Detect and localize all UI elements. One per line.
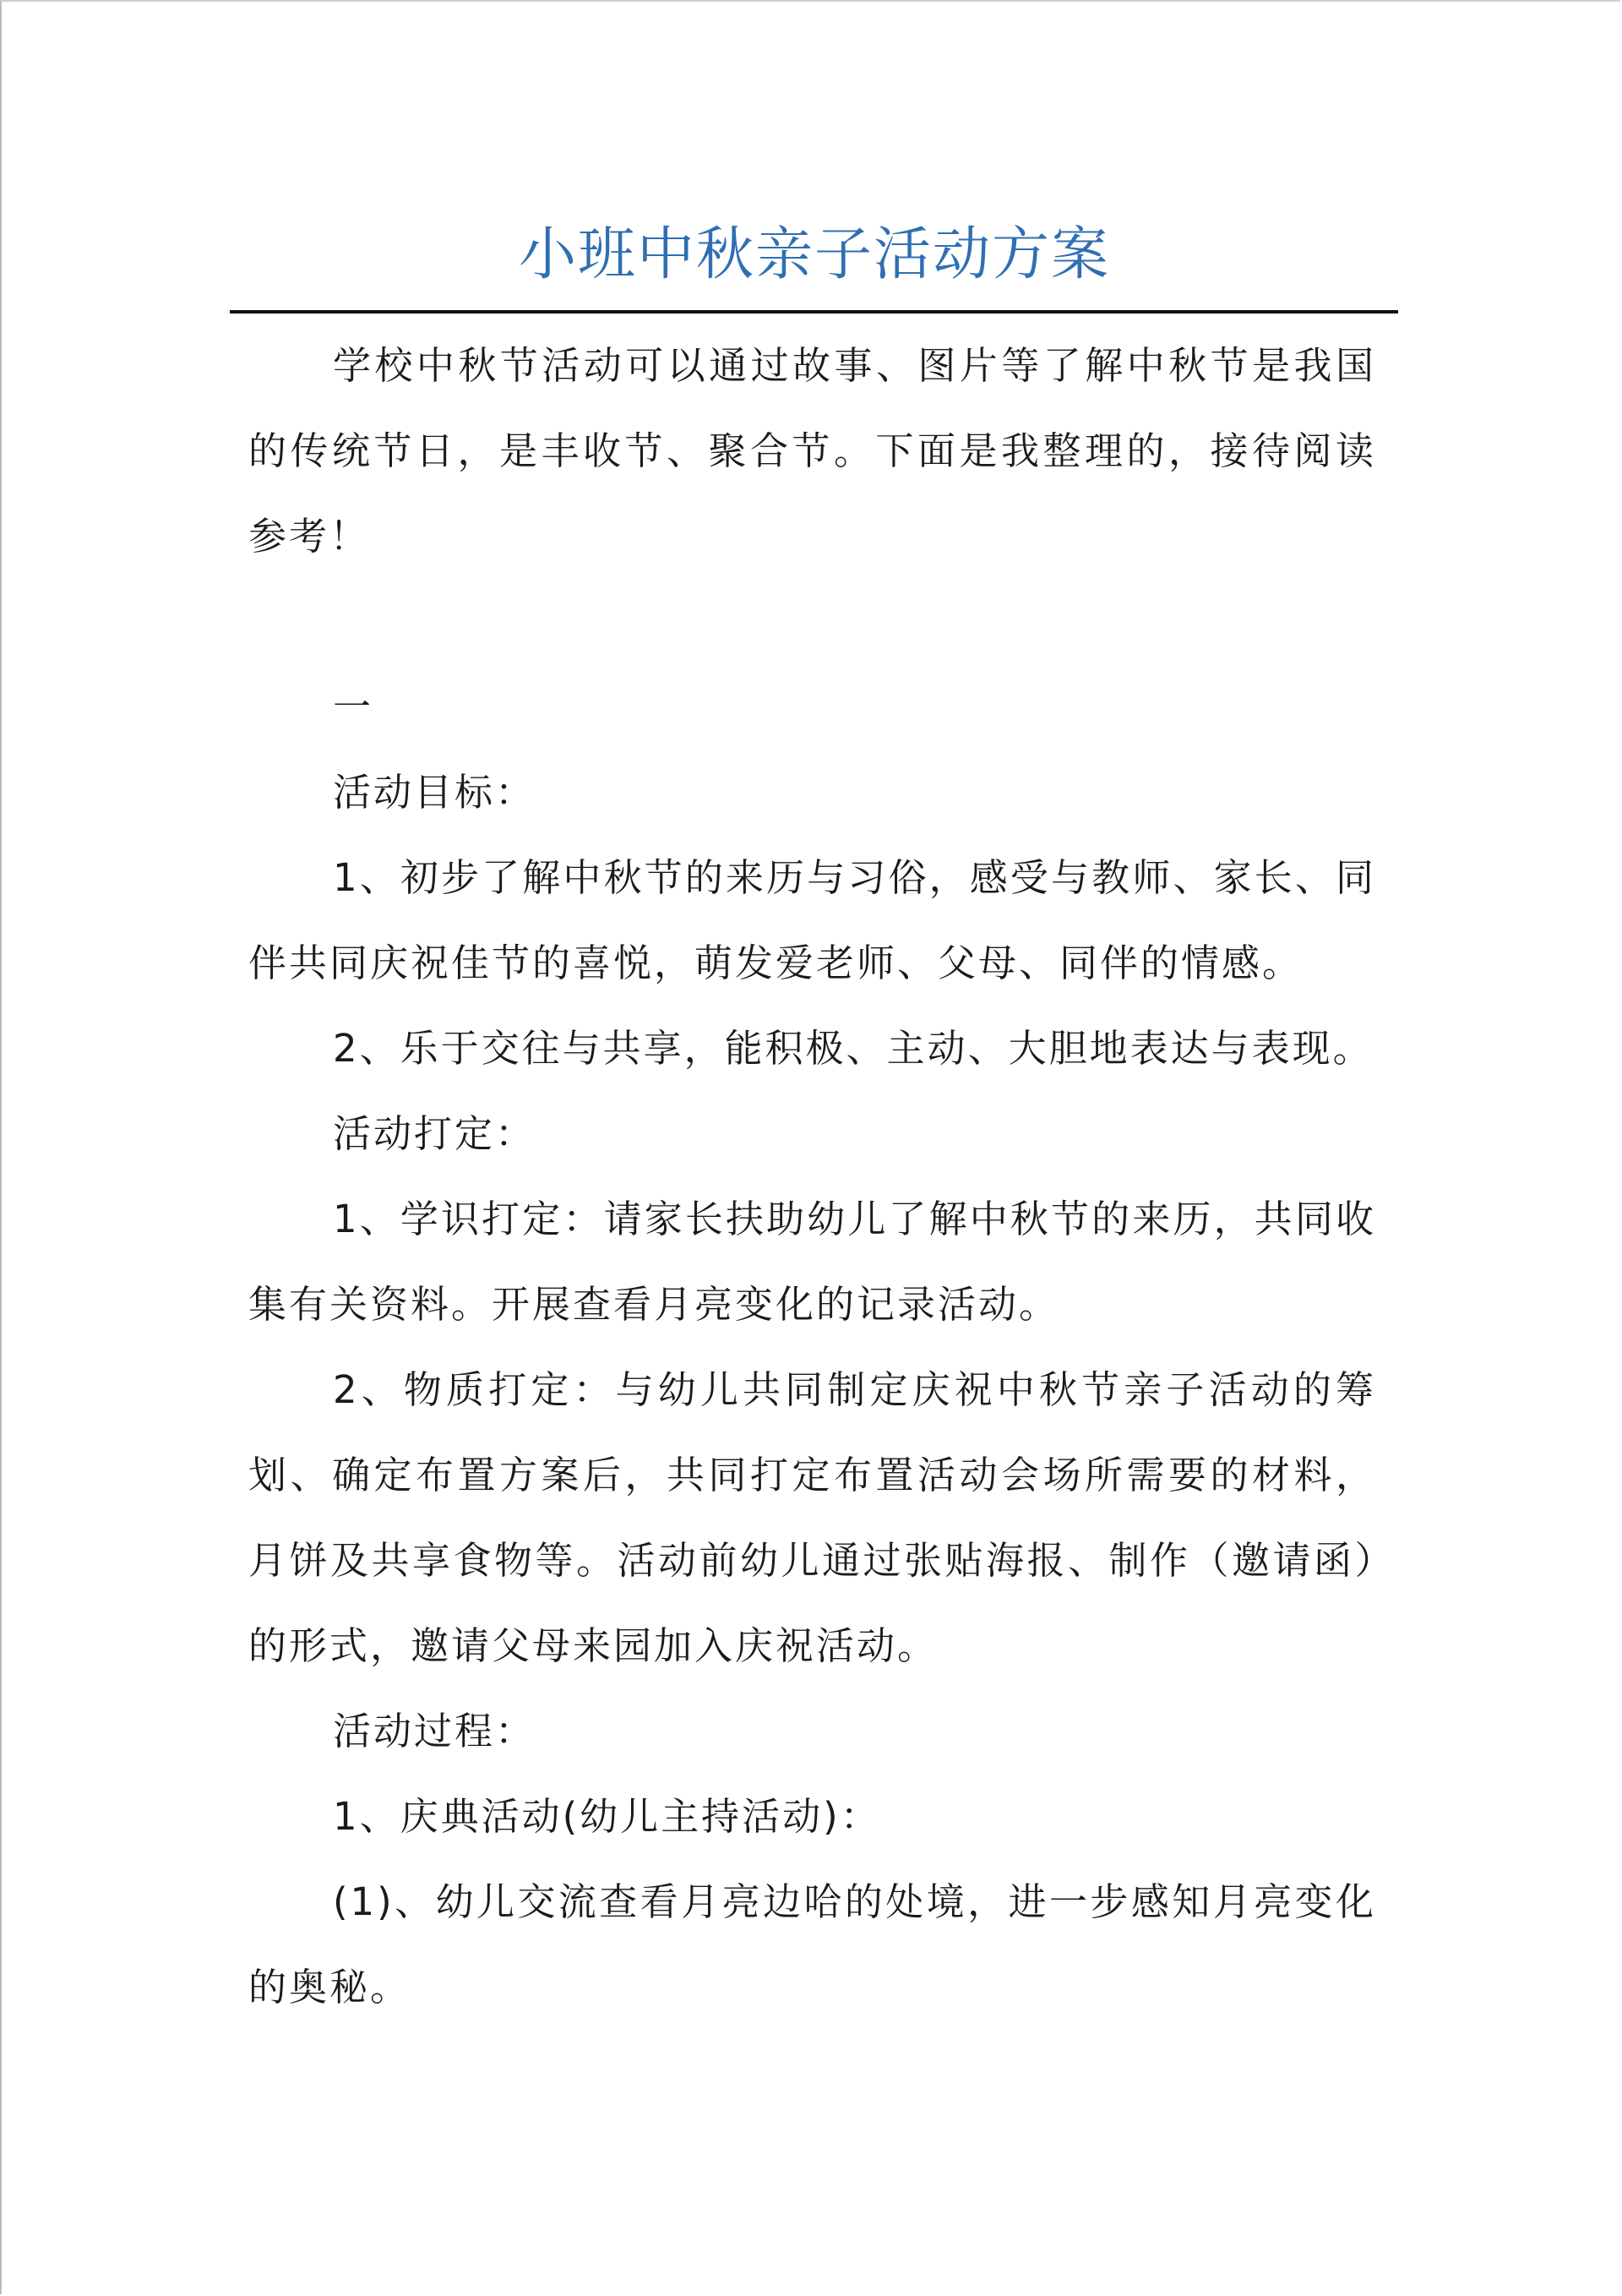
section-heading-goals: 活动目标： — [333, 770, 536, 815]
goal-item-2: 2、乐于交往与共享，能积极、主动、大胆地表达与表现。 — [333, 1026, 1374, 1071]
process-subitem-1: (1)、幼儿交流查看月亮边哈的处境，进一步感知月亮变化的奥秘。 — [248, 1879, 1376, 2010]
intro-paragraph: 学校中秋节活动可以通过故事、图片等了解中秋节是我国的传统节日，是丰收节、聚合节。下面是我整理的，接待阅读参考！ — [248, 343, 1376, 559]
section-heading-preparation: 活动打定： — [333, 1111, 536, 1156]
title-divider — [230, 310, 1398, 314]
section-number: 一 — [333, 684, 374, 729]
goal-item-1: 1、初步了解中秋节的来历与习俗，感受与教师、家长、同伴共同庆祝佳节的喜悦，萌发爱老师、父母、同伴的情感。 — [248, 855, 1376, 985]
preparation-item-1: 1、学识打定：请家长扶助幼儿了解中秋节的来历，共同收集有关资料。开展查看月亮变化的记录活动。 — [248, 1197, 1376, 1327]
process-item-1: 1、庆典活动(幼儿主持活动)： — [333, 1794, 881, 1839]
page-title: 小班中秋亲子活动方案 — [518, 221, 1110, 288]
section-heading-process: 活动过程： — [333, 1709, 536, 1753]
preparation-item-2: 2、物质打定：与幼儿共同制定庆祝中秋节亲子活动的筹划、确定布置方案后，共同打定布置活动会场所需要的材料，月饼及共享食物等。活动前幼儿通过张贴海报、制作（邀请函）的形式，邀请父母来园加入庆祝活动。 — [248, 1367, 1376, 1668]
document-body — [248, 323, 1376, 2030]
